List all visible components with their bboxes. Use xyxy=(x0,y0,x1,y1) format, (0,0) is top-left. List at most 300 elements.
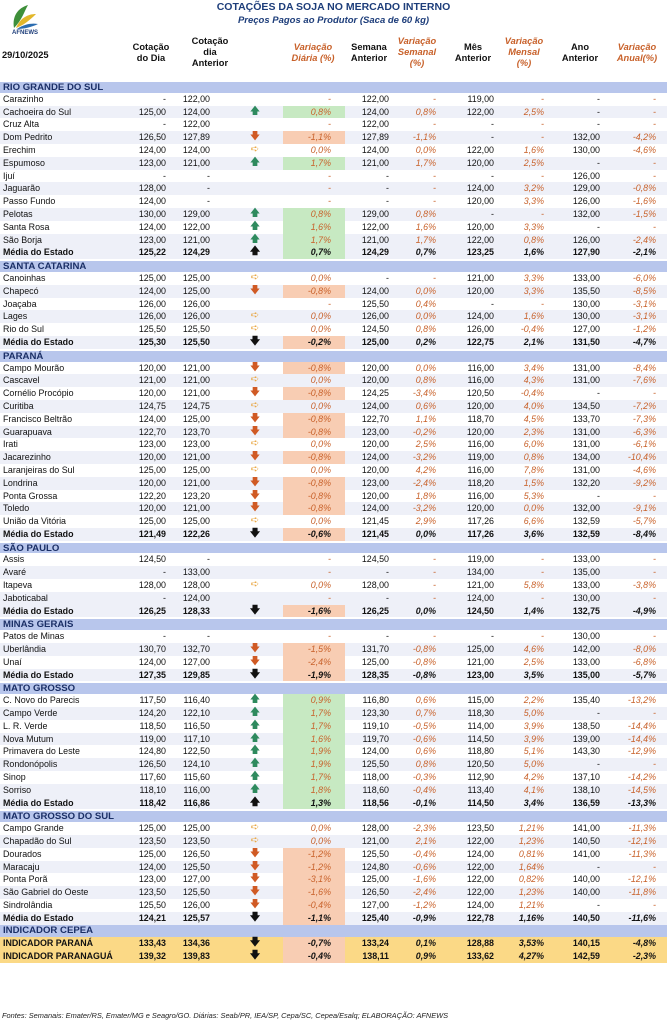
price-previous-week: 125,00 xyxy=(361,336,389,347)
price-previous-year: 132,00 xyxy=(572,132,600,143)
city-name: Itapeva xyxy=(3,580,33,591)
monthly-variation: 1,23% xyxy=(518,836,544,847)
city-name: Avaré xyxy=(3,567,27,578)
yearly-variation: -11,6% xyxy=(628,912,656,923)
price-previous-day: 125,00 xyxy=(182,413,210,424)
price-previous-year: 126,00 xyxy=(572,234,600,245)
city-name: Londrina xyxy=(3,477,38,488)
yearly-variation: - xyxy=(653,759,656,770)
price-previous-week: 128,00 xyxy=(361,823,389,834)
price-previous-month: 116,00 xyxy=(467,362,494,373)
weekly-variation: 0,8% xyxy=(415,375,436,386)
price-previous-day: 121,00 xyxy=(182,477,210,488)
monthly-variation: - xyxy=(541,631,544,642)
price-previous-week: 119,70 xyxy=(362,733,389,744)
trend-down-icon: 🡇 xyxy=(249,387,261,399)
daily-variation: 1,3% xyxy=(283,797,345,810)
daily-variation: 1,7% xyxy=(283,771,345,784)
daily-variation: 0,9% xyxy=(283,694,345,707)
trend-up-icon: 🡅 xyxy=(249,771,261,783)
daily-variation: - xyxy=(328,170,331,181)
price-today: 124,00 xyxy=(138,285,166,296)
state-average-row xyxy=(0,912,667,925)
table-row xyxy=(0,848,667,861)
trend-down-icon: 🡇 xyxy=(249,425,261,437)
daily-variation: - xyxy=(328,183,331,194)
price-previous-year: 131,50 xyxy=(572,336,600,347)
price-previous-month: 114,50 xyxy=(467,797,494,808)
weekly-variation: -2,3% xyxy=(412,823,436,834)
price-previous-day: 124,00 xyxy=(182,144,210,155)
weekly-variation: -0,1% xyxy=(412,797,436,808)
city-name: Sindrolândia xyxy=(3,900,53,910)
price-previous-year: 132,59 xyxy=(572,516,600,527)
table-row xyxy=(0,323,667,336)
price-previous-year: 133,00 xyxy=(572,580,600,591)
trend-down-icon: 🡇 xyxy=(249,412,261,424)
daily-variation: -0,7% xyxy=(283,937,345,950)
price-previous-month: 122,00 xyxy=(466,106,494,117)
yearly-variation: - xyxy=(653,900,656,910)
weekly-variation: 0,0% xyxy=(415,528,436,539)
price-previous-week: 125,00 xyxy=(361,874,389,885)
price-previous-year: 141,00 xyxy=(572,848,600,859)
price-today: 120,00 xyxy=(138,452,166,463)
weekly-variation: 0,8% xyxy=(415,324,436,335)
table-row xyxy=(0,400,667,413)
yearly-variation: -5,7% xyxy=(632,516,656,527)
price-previous-year: 142,59 xyxy=(572,951,600,962)
price-today: 128,00 xyxy=(138,580,166,591)
price-previous-day: 128,00 xyxy=(182,580,210,591)
city-name: Jacarezinho xyxy=(3,452,51,463)
daily-variation: 1,7% xyxy=(283,707,345,720)
price-previous-month: 133,62 xyxy=(466,951,494,962)
weekly-variation: -0,5% xyxy=(412,720,436,731)
daily-variation: 1,9% xyxy=(283,758,345,771)
price-previous-month: 120,00 xyxy=(466,157,494,168)
city-name: Ponta Grossa xyxy=(3,490,58,501)
weekly-variation: 0,8% xyxy=(415,759,436,770)
sources-footer: Fontes: Semanais: Emater/RS, Emater/MG e Seagro/GO. Diárias: Seab/PR, IEA/SP, Cepa/SC, Cepea/Esalq; ELABORAÇÃO: AFNEWS xyxy=(2,1011,449,1020)
price-previous-month: 121,00 xyxy=(466,272,494,283)
trend-flat-icon: ➪ xyxy=(250,438,260,450)
price-previous-year: 129,00 xyxy=(572,183,600,194)
weekly-variation: 0,8% xyxy=(415,208,436,219)
table-row xyxy=(0,886,667,899)
monthly-variation: 5,3% xyxy=(523,490,544,501)
price-previous-week: 119,10 xyxy=(362,720,389,731)
state-average-row xyxy=(0,336,667,349)
monthly-variation: 6,6% xyxy=(523,516,544,527)
weekly-variation: 1,7% xyxy=(415,234,436,245)
price-previous-month: 116,00 xyxy=(467,439,494,450)
yearly-variation: -11,8% xyxy=(628,887,656,898)
monthly-variation: - xyxy=(541,132,544,143)
trend-flat-icon: ➪ xyxy=(250,310,260,322)
price-previous-day: 121,00 xyxy=(182,375,210,386)
section-header xyxy=(0,809,667,822)
table-row xyxy=(0,208,667,221)
price-previous-day: 124,00 xyxy=(182,592,210,603)
table-row xyxy=(0,93,667,106)
city-name: Curitiba xyxy=(3,400,34,411)
price-previous-month: - xyxy=(491,132,494,143)
daily-variation: 0,0% xyxy=(310,311,331,322)
monthly-variation: -0,4% xyxy=(520,324,544,335)
price-previous-day: 126,00 xyxy=(182,900,210,910)
city-name: Cachoeira do Sul xyxy=(3,106,72,117)
table-row xyxy=(0,413,667,426)
price-previous-year: 131,00 xyxy=(572,464,600,475)
price-previous-week: 124,25 xyxy=(361,388,389,399)
price-previous-month: 122,75 xyxy=(466,336,494,347)
price-previous-year: - xyxy=(597,157,600,168)
price-previous-week: 125,50 xyxy=(361,298,389,309)
yearly-variation: - xyxy=(653,490,656,501)
trend-flat-icon: ➪ xyxy=(250,143,260,155)
price-previous-year: 126,00 xyxy=(572,196,600,207)
price-previous-year: 135,00 xyxy=(572,669,600,680)
weekly-variation: -0,8% xyxy=(412,669,436,680)
price-previous-week: 124,00 xyxy=(361,106,389,117)
price-previous-day: 121,00 xyxy=(182,452,210,463)
table-row xyxy=(0,758,667,771)
price-previous-week: 120,00 xyxy=(361,439,389,450)
yearly-variation: -14,4% xyxy=(627,733,656,744)
monthly-variation: - xyxy=(541,119,544,130)
price-previous-day: 122,00 xyxy=(182,221,210,232)
daily-variation: -0,8% xyxy=(283,362,345,375)
price-previous-day: 121,00 xyxy=(182,157,210,168)
price-previous-month: 124,00 xyxy=(466,848,494,859)
price-previous-month: 120,00 xyxy=(466,400,494,411)
daily-variation: 0,0% xyxy=(310,823,331,834)
price-previous-month: 119,00 xyxy=(467,554,494,565)
city-name: Chapadão do Sul xyxy=(3,836,72,847)
monthly-variation: 1,16% xyxy=(518,912,544,923)
monthly-variation: 1,5% xyxy=(523,477,544,488)
table-row xyxy=(0,733,667,746)
weekly-variation: -0,2% xyxy=(412,426,436,437)
city-name: Passo Fundo xyxy=(3,196,56,207)
city-name: Santa Rosa xyxy=(3,221,50,232)
monthly-variation: 3,3% xyxy=(523,285,544,296)
table-row xyxy=(0,553,667,566)
daily-variation: -0,8% xyxy=(283,490,345,503)
price-previous-day: 132,70 xyxy=(182,644,210,655)
price-previous-month: 122,78 xyxy=(466,912,494,923)
yearly-variation: -1,6% xyxy=(632,196,656,207)
monthly-variation: - xyxy=(541,567,544,578)
price-previous-year: 127,90 xyxy=(572,247,600,258)
price-previous-day: 124,29 xyxy=(182,247,210,258)
daily-variation: -0,8% xyxy=(283,451,345,464)
price-previous-week: 121,45 xyxy=(361,516,389,527)
weekly-variation: - xyxy=(433,196,436,207)
city-name: Campo Mourão xyxy=(3,362,65,373)
city-name: L. R. Verde xyxy=(3,720,48,731)
price-previous-day: 129,85 xyxy=(182,669,210,680)
price-previous-day: 122,00 xyxy=(182,119,210,130)
price-today: 133,43 xyxy=(138,938,166,949)
city-name: Unaí xyxy=(3,656,22,667)
price-previous-year: 130,00 xyxy=(572,592,600,603)
monthly-variation: 7,8% xyxy=(523,464,544,475)
monthly-variation: 5,0% xyxy=(523,708,544,719)
city-name: Média do Estado xyxy=(3,336,74,347)
daily-variation: - xyxy=(328,196,331,207)
trend-down-icon: 🡇 xyxy=(249,668,261,680)
trend-up-icon: 🡅 xyxy=(249,207,261,219)
report-header xyxy=(0,0,667,80)
trend-up-icon: 🡅 xyxy=(249,156,261,168)
daily-variation: 0,0% xyxy=(310,464,331,475)
monthly-variation: - xyxy=(541,298,544,309)
table-row xyxy=(0,106,667,119)
weekly-variation: - xyxy=(433,554,436,565)
logo-text: AFNEWS xyxy=(12,30,38,36)
table-row xyxy=(0,298,667,311)
price-previous-week: 121,45 xyxy=(361,528,389,539)
price-today: - xyxy=(163,93,166,104)
yearly-variation: -3,1% xyxy=(632,311,656,322)
price-previous-month: 121,00 xyxy=(466,656,494,667)
price-today: 124,20 xyxy=(138,708,166,719)
price-previous-year: 134,00 xyxy=(572,452,600,463)
weekly-variation: -0,4% xyxy=(412,848,436,859)
price-previous-day: 117,10 xyxy=(183,733,210,744)
price-previous-month: 114,00 xyxy=(467,720,494,731)
yearly-variation: -4,2% xyxy=(632,132,656,143)
price-previous-week: 125,00 xyxy=(361,656,389,667)
price-previous-year: 131,00 xyxy=(572,439,600,450)
monthly-variation: 0,8% xyxy=(523,234,544,245)
table-row xyxy=(0,438,667,451)
monthly-variation: 2,5% xyxy=(523,656,544,667)
price-previous-week: 123,00 xyxy=(361,426,389,437)
column-header-vd: Variação Diária (%) xyxy=(291,42,335,63)
city-name: Ijuí xyxy=(3,170,15,181)
yearly-variation: -8,4% xyxy=(632,528,656,539)
price-today: 125,00 xyxy=(138,272,166,283)
section-header xyxy=(0,259,667,272)
price-previous-day: 125,00 xyxy=(182,464,210,475)
price-previous-year: 132,00 xyxy=(572,208,600,219)
price-previous-month: - xyxy=(491,208,494,219)
price-previous-week: 124,00 xyxy=(361,144,389,155)
price-today: 122,20 xyxy=(138,490,166,501)
trend-flat-icon: ➪ xyxy=(250,271,260,283)
price-previous-week: 126,25 xyxy=(361,605,389,616)
daily-variation: 0,0% xyxy=(310,400,331,411)
city-name: Média do Estado xyxy=(3,912,74,923)
trend-flat-icon: ➪ xyxy=(250,835,260,847)
price-previous-day: 127,89 xyxy=(182,132,210,143)
yearly-variation: -14,2% xyxy=(627,772,656,783)
price-previous-week: 120,00 xyxy=(361,362,389,373)
weekly-variation: 0,8% xyxy=(415,106,436,117)
price-previous-week: 124,00 xyxy=(361,452,389,463)
price-previous-day: 125,00 xyxy=(182,516,210,527)
price-today: 123,50 xyxy=(138,836,166,847)
price-today: 124,00 xyxy=(138,196,166,207)
trend-down-icon: 🡇 xyxy=(249,937,261,949)
price-previous-day: - xyxy=(207,196,210,207)
city-name: Média do Estado xyxy=(3,797,74,808)
price-today: 120,00 xyxy=(138,477,166,488)
daily-variation: 0,0% xyxy=(310,836,331,847)
city-name: Rondonópolis xyxy=(3,759,58,770)
price-today: 120,00 xyxy=(138,503,166,514)
price-previous-month: 112,90 xyxy=(467,772,494,783)
city-name: Dourados xyxy=(3,848,42,859)
price-previous-week: 131,70 xyxy=(361,644,389,655)
monthly-variation: 1,23% xyxy=(518,887,544,898)
state-average-row xyxy=(0,605,667,618)
price-previous-month: 123,25 xyxy=(466,247,494,258)
daily-variation: - xyxy=(328,554,331,565)
price-today: 121,49 xyxy=(138,528,166,539)
daily-variation: -1,9% xyxy=(283,669,345,682)
weekly-variation: 0,0% xyxy=(415,605,436,616)
daily-variation: -0,6% xyxy=(283,528,345,541)
table-row xyxy=(0,822,667,835)
price-previous-month: - xyxy=(491,170,494,181)
daily-variation: -0,8% xyxy=(283,413,345,426)
yearly-variation: -11,3% xyxy=(628,823,656,834)
price-previous-month: - xyxy=(491,631,494,642)
price-previous-week: 123,00 xyxy=(361,477,389,488)
monthly-variation: 6,0% xyxy=(523,439,544,450)
price-previous-month: 120,00 xyxy=(466,196,494,207)
price-previous-month: 120,00 xyxy=(466,503,494,514)
price-table xyxy=(0,80,667,963)
page-subtitle: Preços Pagos ao Produtor (Saca de 60 kg) xyxy=(237,15,430,26)
monthly-variation: 2,5% xyxy=(523,106,544,117)
price-previous-year: 138,50 xyxy=(572,720,600,731)
yearly-variation: -4,8% xyxy=(632,938,656,949)
monthly-variation: 0,82% xyxy=(518,874,544,885)
trend-down-icon: 🡇 xyxy=(249,655,261,667)
price-previous-month: 118,30 xyxy=(467,708,494,719)
price-previous-day: 121,00 xyxy=(182,388,210,399)
trend-down-icon: 🡇 xyxy=(249,899,261,910)
price-today: 118,50 xyxy=(139,720,166,731)
yearly-variation: - xyxy=(653,170,656,181)
price-previous-week: 127,00 xyxy=(361,900,389,910)
price-previous-day: 124,75 xyxy=(182,400,210,411)
city-name: Espumoso xyxy=(3,157,45,168)
price-today: 123,00 xyxy=(138,157,166,168)
price-previous-month: 124,00 xyxy=(466,183,494,194)
daily-variation: 1,7% xyxy=(283,234,345,247)
trend-down-icon: 🡇 xyxy=(249,335,261,347)
yearly-variation: - xyxy=(653,93,656,104)
price-previous-day: 125,00 xyxy=(182,823,210,834)
price-today: 125,30 xyxy=(138,336,166,347)
monthly-variation: 4,27% xyxy=(518,951,544,962)
weekly-variation: 0,7% xyxy=(415,247,436,258)
price-previous-year: 130,00 xyxy=(572,311,600,322)
table-row xyxy=(0,144,667,157)
yearly-variation: - xyxy=(653,554,656,565)
monthly-variation: 3,53% xyxy=(518,938,544,949)
city-name: Média do Estado xyxy=(3,528,74,539)
city-name: Assis xyxy=(3,554,25,565)
trend-flat-icon: ➪ xyxy=(250,399,260,411)
section-title: INDICADOR CEPEA xyxy=(3,924,94,936)
column-header-vs: Variação Semanal (%) xyxy=(397,36,437,68)
table-row xyxy=(0,745,667,758)
daily-variation: -0,4% xyxy=(283,899,345,912)
monthly-variation: 3,3% xyxy=(523,272,544,283)
trend-down-icon: 🡇 xyxy=(249,451,261,463)
trend-up-icon: 🡅 xyxy=(249,246,261,258)
price-today: - xyxy=(163,567,166,578)
price-previous-week: 124,00 xyxy=(361,503,389,514)
price-previous-year: 139,00 xyxy=(572,733,600,744)
price-today: 125,00 xyxy=(138,106,166,117)
price-today: 123,00 xyxy=(138,874,166,885)
price-previous-year: 127,00 xyxy=(572,324,600,335)
price-today: 124,00 xyxy=(138,413,166,424)
price-previous-month: 122,00 xyxy=(466,887,494,898)
price-previous-year: 140,15 xyxy=(572,938,600,949)
trend-down-icon: 🡇 xyxy=(249,489,261,501)
weekly-variation: -0,8% xyxy=(412,656,436,667)
price-previous-week: 133,24 xyxy=(361,938,389,949)
price-previous-month: - xyxy=(491,119,494,130)
city-name: Maracaju xyxy=(3,861,40,872)
price-today: 139,32 xyxy=(138,951,166,962)
price-previous-month: 118,70 xyxy=(467,413,494,424)
price-previous-day: 115,60 xyxy=(183,772,210,783)
yearly-variation: - xyxy=(653,221,656,232)
table-row xyxy=(0,387,667,400)
trend-up-icon: 🡅 xyxy=(249,796,261,808)
price-previous-year: 133,70 xyxy=(572,413,600,424)
price-previous-year: - xyxy=(597,119,600,130)
price-previous-year: 141,00 xyxy=(572,823,600,834)
table-row xyxy=(0,592,667,605)
price-today: 130,70 xyxy=(138,644,166,655)
trend-down-icon: 🡇 xyxy=(249,476,261,488)
price-previous-month: 122,00 xyxy=(466,874,494,885)
price-previous-day: 125,50 xyxy=(182,861,210,872)
price-previous-month: 117,26 xyxy=(467,528,494,539)
section-title: SANTA CATARINA xyxy=(3,261,87,273)
table-row xyxy=(0,720,667,733)
weekly-variation: -3,2% xyxy=(412,503,436,514)
price-today: 117,60 xyxy=(139,772,166,783)
price-previous-month: 120,00 xyxy=(466,221,494,232)
yearly-variation: -14,4% xyxy=(627,720,656,731)
yearly-variation: -3,8% xyxy=(632,580,656,591)
price-previous-day: 125,00 xyxy=(182,272,210,283)
trend-flat-icon: ➪ xyxy=(250,323,260,335)
trend-down-icon: 🡇 xyxy=(249,860,261,872)
column-header-ca: Cotação dia Anterior xyxy=(191,36,229,68)
weekly-variation: 0,1% xyxy=(415,938,436,949)
price-previous-week: 127,89 xyxy=(361,132,389,143)
city-name: Primavera do Leste xyxy=(3,746,80,757)
yearly-variation: -6,3% xyxy=(632,426,656,437)
price-today: 125,00 xyxy=(138,848,166,859)
price-previous-year: 137,10 xyxy=(572,772,600,783)
column-header-va: Variação Anual(%) xyxy=(616,42,658,63)
city-name: Lages xyxy=(3,311,28,322)
